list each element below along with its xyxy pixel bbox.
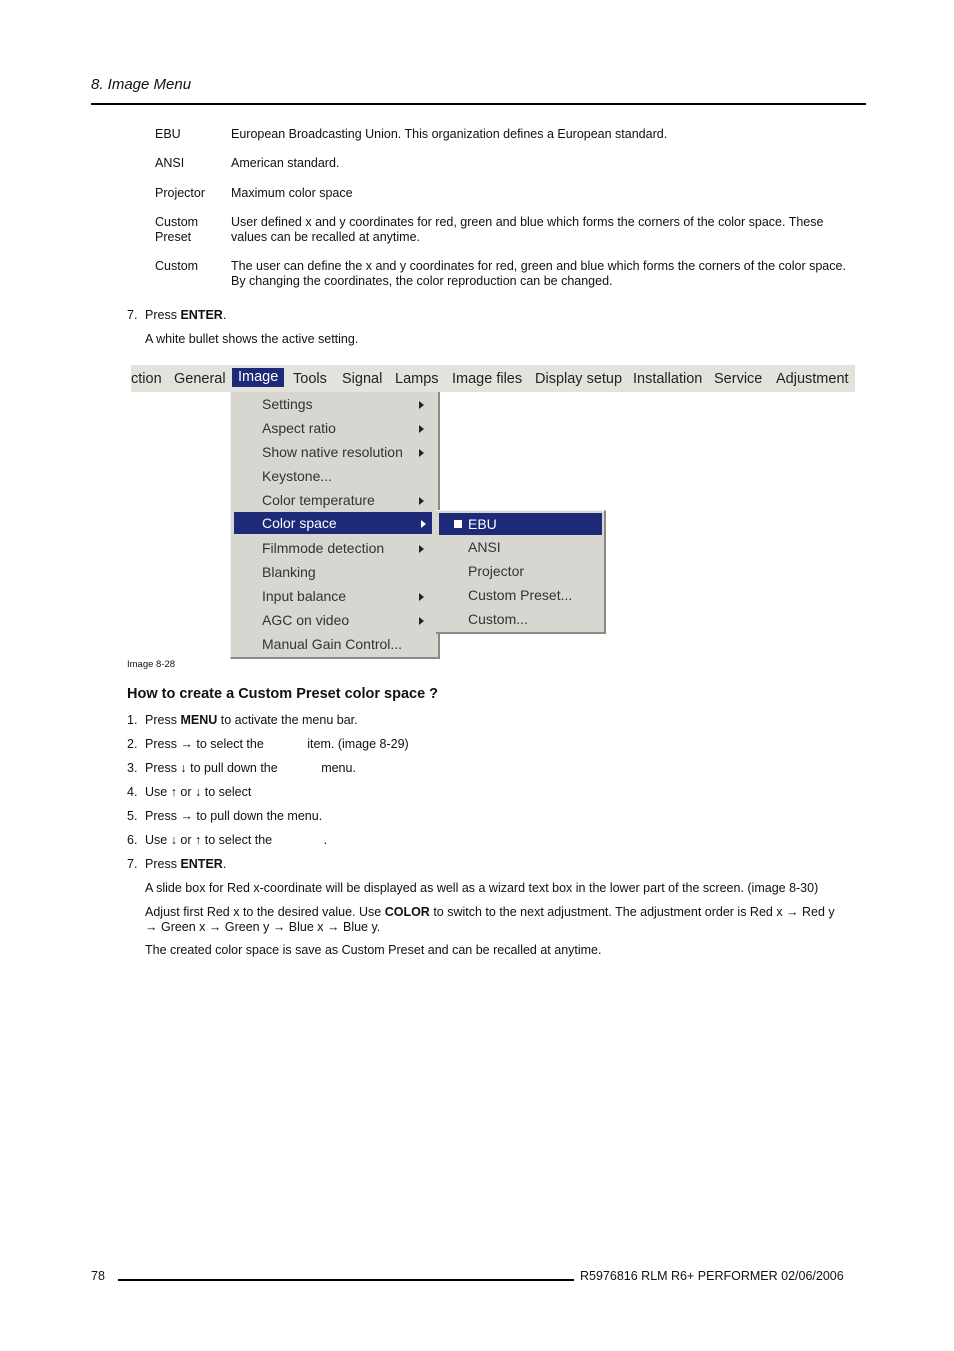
step-5-text bbox=[145, 809, 322, 824]
step-7-key: ENTER bbox=[180, 308, 223, 322]
page-number: 78 bbox=[91, 1269, 105, 1283]
def-desc-projector: Maximum color space bbox=[231, 186, 353, 200]
submenu-arrow-icon bbox=[419, 593, 424, 601]
step-4-text bbox=[145, 785, 251, 800]
menu-item-color-temperature[interactable] bbox=[231, 489, 430, 511]
submenu-item-label: Custom... bbox=[468, 611, 528, 627]
menu-item-label: Aspect ratio bbox=[262, 420, 336, 436]
def-term-projector: Projector bbox=[155, 186, 206, 200]
menu-item-label: Filmmode detection bbox=[262, 540, 385, 556]
def-desc-ebu: European Broadcasting Union. This organization defines a European standard. bbox=[231, 127, 668, 141]
menu-item-aspect-ratio[interactable] bbox=[231, 417, 430, 439]
step-text: Press → to select the bbox=[145, 737, 268, 751]
adjust-text: Adjust first Red x to the desired value. Use bbox=[145, 905, 385, 919]
step-key: MENU bbox=[180, 713, 218, 727]
color-space-submenu bbox=[436, 510, 606, 634]
submenu-arrow-icon bbox=[419, 449, 424, 457]
adjust-text: to switch to the next adjustment. The adjustment order is Red x → Red y bbox=[429, 905, 835, 919]
menu-item-label: Input balance bbox=[262, 588, 347, 604]
submenu-arrow-icon bbox=[419, 545, 424, 553]
submenu-item-label: Custom Preset... bbox=[468, 587, 573, 603]
menubar-item-image[interactable]: Image bbox=[232, 368, 284, 387]
submenu-arrow-icon bbox=[419, 425, 424, 433]
def-desc-ansi: American standard. bbox=[231, 156, 340, 170]
menubar-item-ction[interactable]: ction bbox=[131, 371, 162, 387]
step-text: to activate the menu bar. bbox=[217, 713, 358, 727]
step-3-text bbox=[145, 761, 356, 776]
menubar-item-tools[interactable]: Tools bbox=[293, 371, 327, 387]
step-7-text bbox=[145, 308, 226, 323]
submenu-item-custom[interactable] bbox=[436, 608, 604, 630]
active-setting-note: A white bullet shows the active setting. bbox=[145, 332, 359, 346]
submenu-item-custom-preset[interactable] bbox=[436, 584, 604, 606]
submenu-item-label: EBU bbox=[468, 516, 497, 532]
menubar-item-signal[interactable]: Signal bbox=[342, 371, 383, 387]
menu-item-keystone[interactable] bbox=[231, 465, 430, 487]
step-key: ENTER bbox=[180, 857, 223, 871]
submenu-arrow-icon bbox=[421, 520, 426, 528]
image-caption: Image 8-28 bbox=[127, 659, 176, 670]
menubar-item-service[interactable]: Service bbox=[714, 371, 763, 387]
slide-box-paragraph: A slide box for Red x-coordinate will be displayed as well as a wizard text box in the lower part of the screen. (image 8-30) bbox=[145, 881, 819, 895]
menu-item-label: Color temperature bbox=[262, 492, 375, 508]
step-text: . bbox=[323, 833, 328, 847]
step-1-text bbox=[145, 713, 358, 728]
image-dropdown-menu bbox=[230, 392, 440, 659]
step-number: 6. bbox=[127, 833, 138, 847]
menu-item-label: Keystone... bbox=[262, 468, 333, 484]
submenu-arrow-icon bbox=[419, 401, 424, 409]
adjust-line-2: → Green x → Green y → Blue x → Blue y. bbox=[145, 920, 381, 934]
adjust-line-1 bbox=[145, 905, 870, 920]
menu-item-input-balance[interactable] bbox=[231, 585, 430, 607]
menubar-item-display-setup[interactable]: Display setup bbox=[535, 371, 623, 387]
submenu-item-projector[interactable] bbox=[436, 560, 604, 582]
menu-item-label: Settings bbox=[262, 396, 313, 412]
step-7-number: 7. bbox=[127, 308, 138, 322]
def-desc-custom-preset: User defined x and y coordinates for red, green and blue which forms the corners of the color space. These values can be recalled at anytime. bbox=[231, 215, 824, 244]
menu-item-blanking[interactable] bbox=[231, 561, 430, 583]
submenu-arrow-icon bbox=[419, 497, 424, 505]
adjust-paragraph bbox=[145, 905, 870, 935]
saved-preset-paragraph: The created color space is save as Custom Preset and can be recalled at anytime. bbox=[145, 943, 602, 957]
submenu-item-label: Projector bbox=[468, 563, 525, 579]
step-text: item. (image 8-29) bbox=[307, 737, 409, 751]
menubar-item-adjustment[interactable]: Adjustment bbox=[776, 371, 849, 387]
def-desc-custom: The user can define the x and y coordinates for red, green and blue which forms the corners of the color space. By changing the coordinates, the color reproduction can be changed. bbox=[231, 259, 846, 288]
menu-item-settings[interactable] bbox=[231, 393, 430, 415]
active-bullet-icon bbox=[454, 520, 462, 528]
menu-item-label: Manual Gain Control... bbox=[262, 636, 403, 652]
step-number: 2. bbox=[127, 737, 138, 751]
document-id: R5976816 RLM R6+ PERFORMER 02/06/2006 bbox=[580, 1269, 844, 1283]
adjust-key: COLOR bbox=[384, 905, 430, 919]
def-term-ansi: ANSI bbox=[155, 156, 185, 170]
step-text: . bbox=[222, 857, 227, 871]
step-text: Press bbox=[145, 713, 181, 727]
menubar-item-installation[interactable]: Installation bbox=[633, 371, 703, 387]
section-title: How to create a Custom Preset color space ? bbox=[127, 686, 439, 702]
step-text: Press bbox=[145, 857, 181, 871]
menubar-item-image-files[interactable]: Image files bbox=[452, 371, 523, 387]
menu-bar bbox=[131, 365, 855, 392]
step-number: 5. bbox=[127, 809, 138, 823]
menu-item-show-native-resolution[interactable] bbox=[231, 441, 430, 463]
menu-item-label: Show native resolution bbox=[262, 444, 403, 460]
step-text: Press → to pull down the menu. bbox=[145, 809, 323, 823]
step-7-post: . bbox=[222, 308, 227, 322]
menu-item-color-space[interactable] bbox=[234, 512, 432, 534]
menu-item-label: Color space bbox=[262, 515, 337, 531]
submenu-item-ebu[interactable] bbox=[439, 513, 602, 535]
submenu-arrow-icon bbox=[419, 617, 424, 625]
chapter-title: 8. Image Menu bbox=[91, 76, 192, 93]
submenu-item-label: ANSI bbox=[468, 539, 501, 555]
menu-item-manual-gain-control[interactable] bbox=[231, 633, 430, 655]
footer-rule bbox=[118, 1279, 574, 1281]
header-rule bbox=[91, 103, 866, 105]
step-number: 4. bbox=[127, 785, 138, 799]
step-7b-text bbox=[145, 857, 226, 872]
menu-item-filmmode-detection[interactable] bbox=[231, 537, 430, 559]
menu-item-agc-on-video[interactable] bbox=[231, 609, 430, 631]
menu-item-label: Blanking bbox=[262, 564, 316, 580]
step-number: 7. bbox=[127, 857, 138, 871]
step-number: 1. bbox=[127, 713, 138, 727]
step-text: Use ↓ or ↑ to select the bbox=[145, 833, 276, 847]
step-2-text bbox=[145, 737, 409, 752]
menubar-item-lamps[interactable]: Lamps bbox=[395, 371, 439, 387]
step-7-pre: Press bbox=[145, 308, 181, 322]
def-term-ebu: EBU bbox=[155, 127, 181, 141]
menubar-item-general[interactable]: General bbox=[174, 371, 226, 387]
step-text: Use ↑ or ↓ to select bbox=[145, 785, 252, 799]
menu-screenshot bbox=[131, 365, 855, 660]
def-term-custom: Custom bbox=[155, 259, 199, 273]
step-6-text bbox=[145, 833, 327, 848]
step-number: 3. bbox=[127, 761, 138, 775]
submenu-item-ansi[interactable] bbox=[436, 536, 604, 558]
def-term-custom-preset: Custom Preset bbox=[155, 215, 199, 244]
menu-item-label: AGC on video bbox=[262, 612, 350, 628]
step-text: Press ↓ to pull down the bbox=[145, 761, 282, 775]
step-text: menu. bbox=[321, 761, 356, 775]
